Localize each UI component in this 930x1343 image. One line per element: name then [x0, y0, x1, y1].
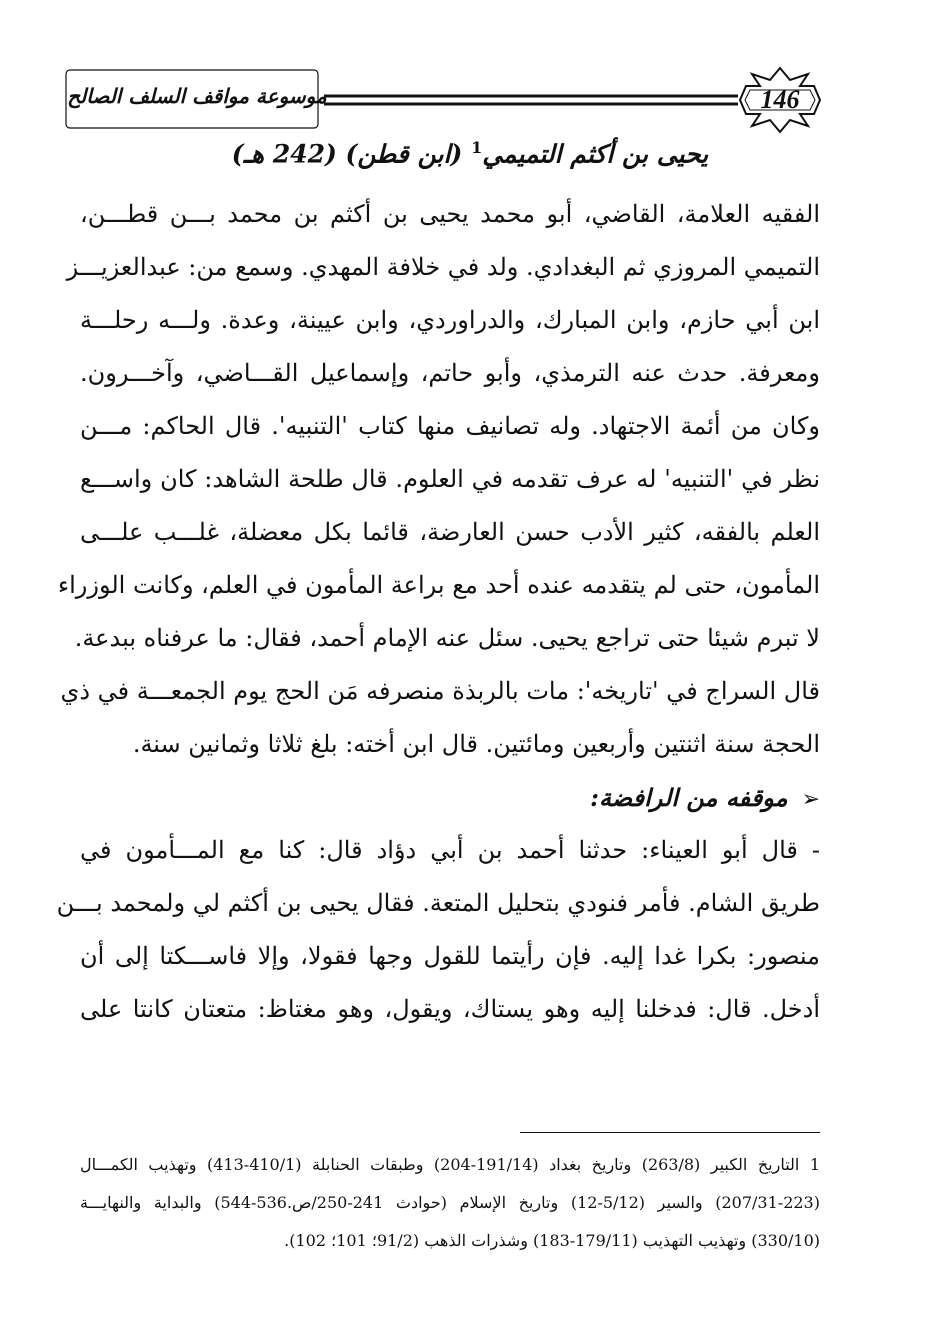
- body-line: الحجة سنة اثنتين وأربعين ومائتين. قال ابن أخته: بلغ ثلاثا وثمانين سنة.: [132, 730, 820, 758]
- body-line: العلم بالفقه، كثير الأدب حسن العارضة، قائما بكل معضلة، غلـــب علـــى: [80, 518, 820, 546]
- footnote-line: (207/31-223) والسير (5/12-12) وتاريخ الإسلام (حوادث 241-250/ص.536-544) والبداية والنهايـــة: [80, 1193, 820, 1212]
- body-line: نظر في 'التنبيه' له عرف تقدمه في العلوم. قال طلحة الشاهد: كان واســـع: [80, 465, 820, 493]
- arrow-left-icon: ➢: [801, 787, 820, 812]
- footnotes: [80, 1146, 820, 1260]
- body-line: أدخل. قال: فدخلنا إليه وهو يستاك، ويقول، وهو مغتاظ: متعتان كانتا على: [80, 995, 820, 1023]
- footnote-line: 1 التاريخ الكبير (263/8) وتاريخ بغداد (191/14-204) وطبقات الحنابلة (410/1-413) وتهذيب الكمـــال: [80, 1155, 821, 1174]
- body-line: لا تبرم شيئا حتى تراجع يحيى. سئل عنه الإمام أحمد، فقال: ما عرفناه ببدعة.: [74, 624, 820, 652]
- section-heading: [80, 771, 820, 824]
- page-number: 146: [760, 85, 800, 114]
- body-line: وكان من أئمة الاجتهاد. وله تصانيف منها كتاب 'التنبيه'. قال الحاكم: مـــن: [80, 412, 820, 440]
- body-line: ومعرفة. حدث عنه الترمذي، وأبو حاتم، وإسماعيل القـــاضي، وآخـــرون.: [80, 359, 820, 387]
- entry-title: [150, 138, 790, 168]
- body-line: - قال أبو العيناء: حدثنا أحمد بن أبي دؤاد قال: كنا مع المـــأمون في: [80, 836, 820, 864]
- body-line: التميمي المروزي ثم البغدادي. ولد في خلافة المهدي. وسمع من: عبدالعزيـــز: [66, 253, 820, 281]
- section-heading-text: موقفه من الرافضة:: [590, 783, 788, 812]
- body-text: [56, 188, 820, 1036]
- entry-nickname-date: (ابن قطن) (242 هـ): [231, 139, 463, 169]
- body-line: طريق الشام. فأمر فنودي بتحليل المتعة. فقال يحيى بن أكثم لي ولمحمد بـــن: [56, 889, 820, 917]
- body-line: قال السراج في 'تاريخه': مات بالربذة منصرفه مَن الحج يوم الجمعـــة في ذي: [60, 677, 820, 705]
- footnote-line: (330/10) وتهذيب التهذيب (179/11-183) وشذرات الذهب (91/2؛ 101؛ 102).: [284, 1231, 820, 1250]
- body-line: ابن أبي حازم، وابن المبارك، والدراوردي، وابن عيينة، وعدة. ولـــه رحلـــة: [80, 306, 820, 334]
- footnote-marker: 1: [471, 138, 483, 157]
- body-line: المأمون، حتى لم يتقدمه عنده أحد مع براعة المأمون في العلم، وكانت الوزراء: [57, 571, 820, 599]
- body-line: الفقيه العلامة، القاضي، أبو محمد يحيى بن أكثم بن محمد بـــن قطـــن،: [80, 200, 820, 228]
- entry-name: يحيى بن أكثم التميمي: [482, 139, 709, 169]
- body-line: منصور: بكرا غدا إليه. فإن رأيتما للقول وجها فقولا، وإلا فاســـكتا إلى أن: [80, 942, 820, 970]
- page-header: [62, 62, 822, 138]
- footnote-separator: [520, 1132, 820, 1133]
- series-title: موسوعة مواقف السلف الصالح: [67, 84, 327, 108]
